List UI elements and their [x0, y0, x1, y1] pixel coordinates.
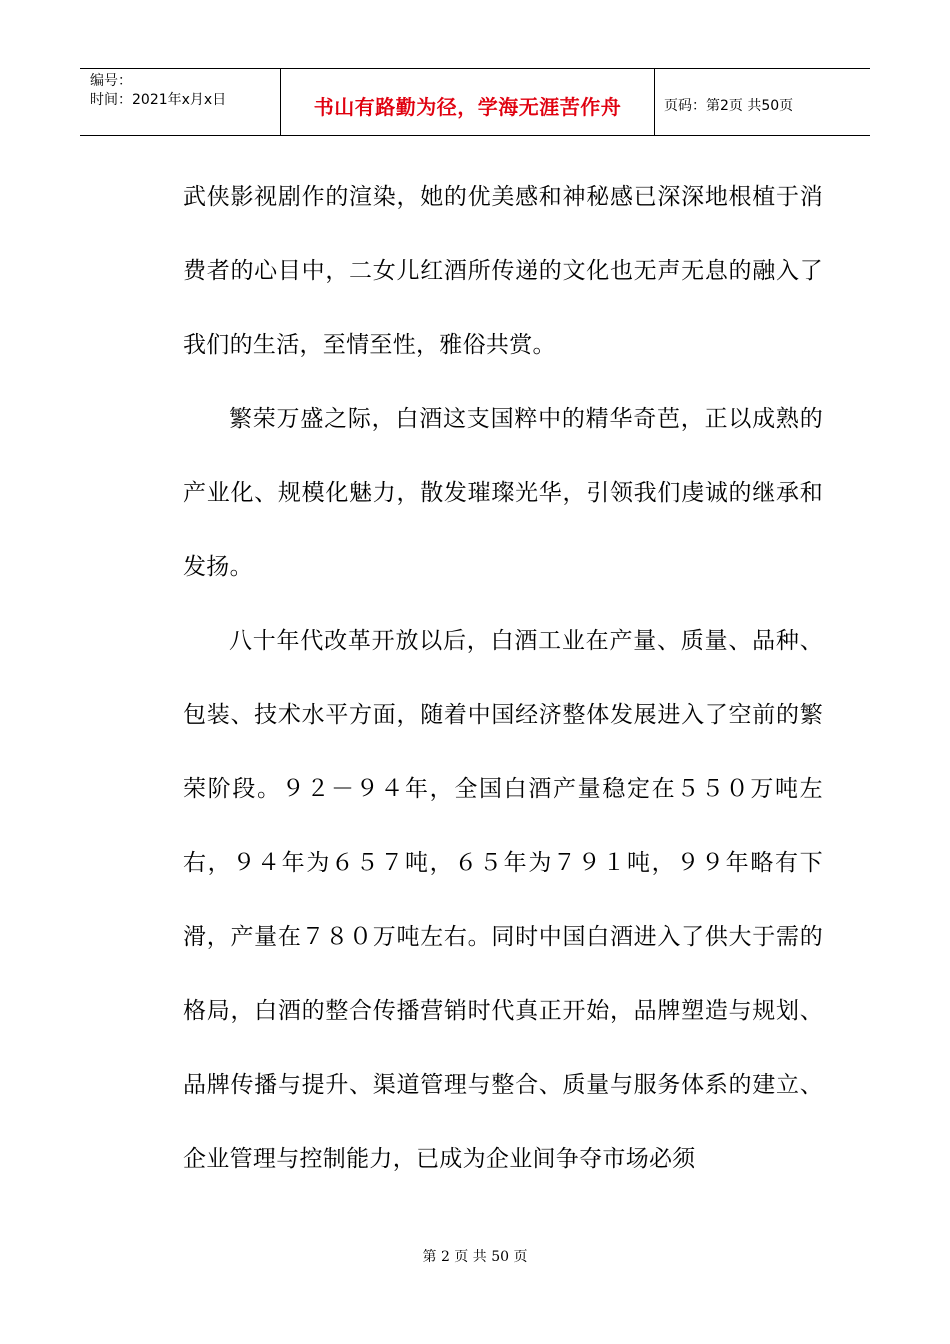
header-meta-cell [80, 69, 281, 135]
document-body [183, 160, 823, 1196]
paragraph: 八十年代改革开放以后，白酒工业在产量、质量、品种、包装、技术水平方面，随着中国经济整体发展进入了空前的繁荣阶段。９２－９４年，全国白酒产量稳定在５５０万吨左右，９４年为６５７吨，６５年为７９１吨，９９年略有下滑，产量在７８０万吨左右。同时中国白酒进入了供大于需的格局，白酒的整合传播营销时代真正开始，品牌塑造与规划、品牌传播与提升、渠道管理与整合、质量与服务体系的建立、企业管理与控制能力，已成为企业间争夺市场必须 [183, 628, 823, 1172]
header-page-cell [655, 69, 870, 135]
page-footer: 第 2 页 共 50 页 [422, 1249, 528, 1265]
paragraph: 繁荣万盛之际，白酒这支国粹中的精华奇芭，正以成熟的产业化、规模化魅力，散发璀璨光华，引领我们虔诚的继承和发扬。 [183, 406, 823, 580]
document-time-label: 时间：2021年x月x日 [90, 92, 227, 108]
paragraph-continuation: 武侠影视剧作的渲染，她的优美感和神秘感已深深地根植于消费者的心目中，二女儿红酒所传递的文化也无声无息的融入了我们的生活，至情至性，雅俗共赏。 [183, 184, 823, 358]
document-header [80, 68, 870, 136]
header-page-info: 页码：第2页 共50页 [664, 98, 794, 114]
header-motto: 书山有路勤为径，学海无涯苦作舟 [313, 94, 622, 119]
header-motto-cell [281, 69, 655, 135]
document-number-label: 编号： [90, 73, 132, 89]
